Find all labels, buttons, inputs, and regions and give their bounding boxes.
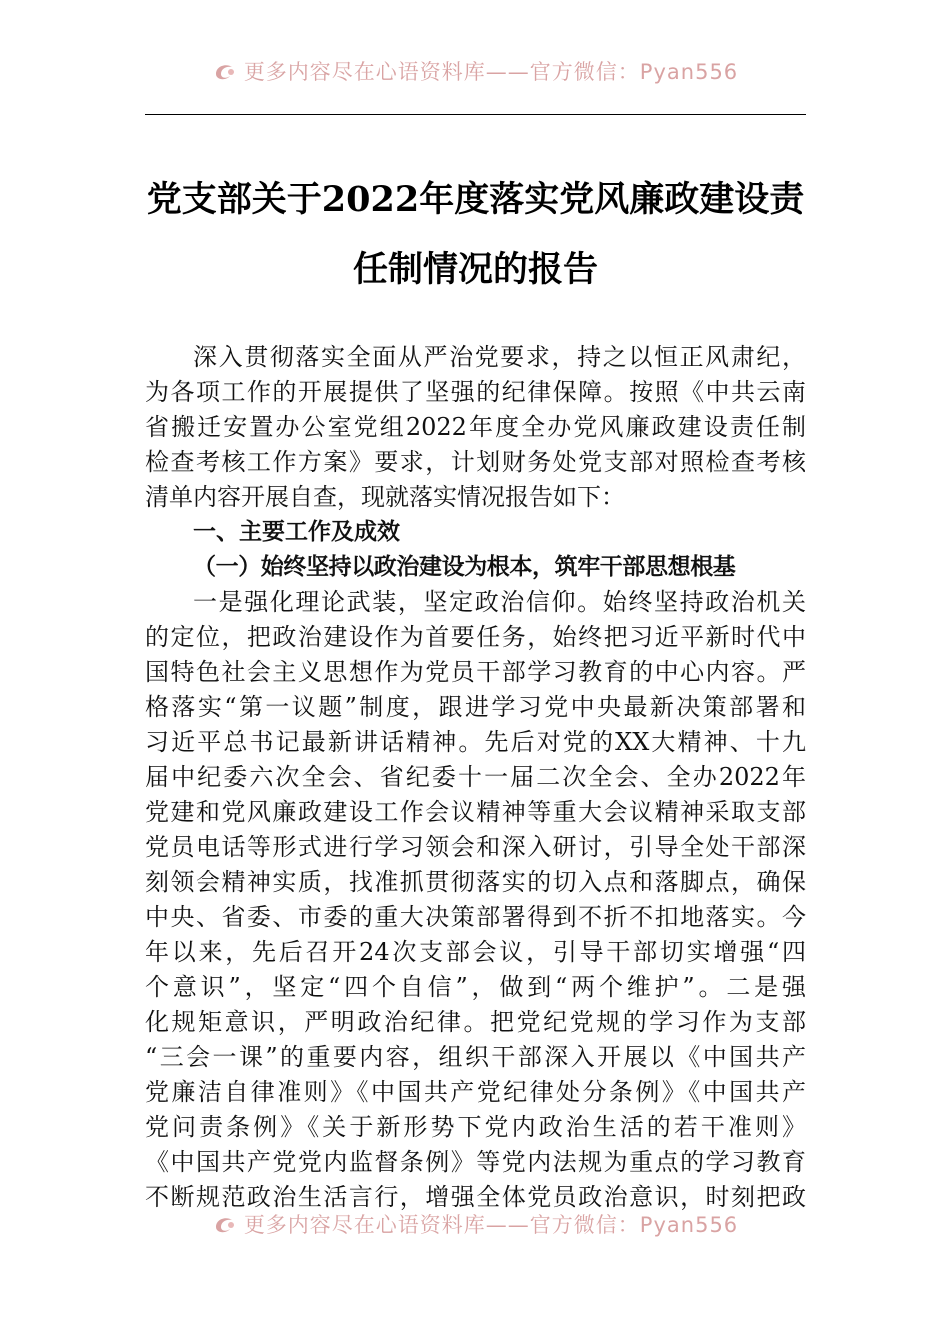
- paragraph-line: 一是强化理论武装，坚定政治信仰。始终坚持政治机关: [193, 588, 806, 616]
- watermark-bottom: [0, 1209, 950, 1239]
- document-title-line-1: 党支部关于2022年度落实党风廉政建设责: [146, 179, 805, 220]
- paragraph-line: 《中国共产党党内监督条例》等党内法规为重点的学习教育: [145, 1148, 806, 1176]
- paragraph-line: 个意识”，坚定“四个自信”，做到“两个维护”。二是强: [145, 973, 806, 1001]
- header-rule: [145, 114, 806, 115]
- paragraph-line: 党建和党风廉政建设工作会议精神等重大会议精神采取支部: [145, 798, 806, 826]
- paragraph-line: 国特色社会主义思想作为党员干部学习教育的中心内容。严: [145, 658, 806, 686]
- paragraph-line: 的定位，把政治建设作为首要任务，始终把习近平新时代中: [145, 623, 806, 651]
- watermark-logo-icon: [212, 60, 238, 82]
- paragraph-line: 检查考核工作方案》要求，计划财务处党支部对照检查考核: [145, 448, 806, 476]
- watermark-text: 更多内容尽在心语资料库——官方微信：Pyan556: [243, 60, 739, 84]
- paragraph-line: 格落实“第一议题”制度，跟进学习党中央最新决策部署和: [145, 693, 806, 721]
- paragraph-line: 党员电话等形式进行学习领会和深入研讨，引导全处干部深: [145, 833, 806, 861]
- watermark-top: [0, 56, 950, 86]
- paragraph-line: 深入贯彻落实全面从严治党要求，持之以恒正风肃纪，: [193, 343, 806, 371]
- paragraph-line: 中央、省委、市委的重大决策部署得到不折不扣地落实。今: [145, 903, 806, 931]
- watermark-logo-icon: [212, 1213, 238, 1235]
- paragraph-line: 清单内容开展自查，现就落实情况报告如下：: [145, 483, 625, 511]
- subsection-heading: （一）始终坚持以政治建设为根本，筑牢干部思想根基: [193, 554, 736, 580]
- document-body: [145, 340, 806, 1215]
- paragraph-line: 党问责条例》《关于新形势下党内政治生活的若干准则》: [145, 1113, 806, 1141]
- paragraph-line: 习近平总书记最新讲话精神。先后对党的XX大精神、十九: [145, 728, 806, 756]
- paragraph-line: 化规矩意识，严明政治纪律。把党纪党规的学习作为支部: [145, 1008, 806, 1036]
- watermark-text: 更多内容尽在心语资料库——官方微信：Pyan556: [243, 1213, 739, 1237]
- section-heading: 一、主要工作及成效: [193, 519, 400, 545]
- paragraph-line: 年以来，先后召开24次支部会议，引导干部切实增强“四: [145, 938, 806, 966]
- document-title-line-2: 任制情况的报告: [352, 249, 598, 290]
- paragraph-line: 省搬迁安置办公室党组2022年度全办党风廉政建设责任制: [145, 413, 806, 441]
- paragraph-line: 不断规范政治生活言行，增强全体党员政治意识，时刻把政: [145, 1183, 806, 1211]
- paragraph-line: 为各项工作的开展提供了坚强的纪律保障。按照《中共云南: [145, 378, 806, 406]
- paragraph-line: 党廉洁自律准则》《中国共产党纪律处分条例》《中国共产: [145, 1078, 806, 1106]
- paragraph-line: “三会一课”的重要内容，组织干部深入开展以《中国共产: [145, 1043, 806, 1071]
- paragraph-line: 届中纪委六次全会、省纪委十一届二次全会、全办2022年: [145, 763, 806, 791]
- paragraph-line: 刻领会精神实质，找准抓贯彻落实的切入点和落脚点，确保: [145, 868, 806, 896]
